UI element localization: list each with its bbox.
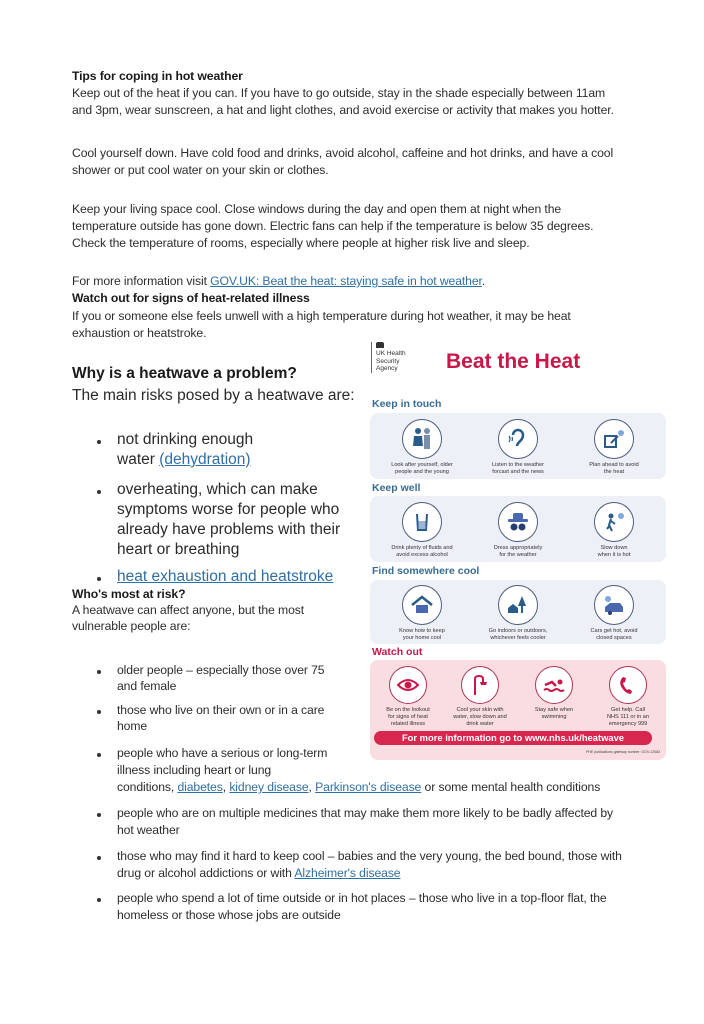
tip-text: Stay safe when (534, 707, 574, 713)
beat-the-heat-poster (362, 340, 668, 766)
tip-text: when it is hot (597, 552, 631, 558)
problem-b3 (117, 566, 333, 587)
tips-para2-line2: shower or put cool water on your skin or clothes. (72, 163, 329, 177)
tip-plan-ahead (566, 419, 662, 476)
risk-b5-prefix: drug or alcohol addictions or with (117, 866, 295, 880)
people-icon (402, 419, 442, 459)
tip-text: Plan ahead to avoid (589, 462, 639, 468)
risk-b3-line1: people who have a serious or long-term (117, 746, 328, 760)
risk-heading: Who's most at risk? (72, 587, 186, 601)
tip-text: NHS 111 or in an (606, 714, 650, 720)
more-info-suffix: . (481, 274, 486, 288)
bullet-dot (97, 898, 101, 902)
tip-text: whichever feels cooler (490, 635, 546, 641)
risk-b3-line3 (117, 779, 600, 796)
tip-text: Dress appropriately (493, 545, 543, 551)
separator: , (222, 780, 230, 794)
bullet-dot (97, 670, 101, 674)
tip-text: water, slow down and (453, 714, 507, 720)
problem-b2-line3: already have problems with their (117, 521, 341, 538)
tip-text: drink water (466, 721, 494, 727)
bullet-dot (97, 710, 101, 714)
tip-slow-down (566, 502, 662, 559)
risk-b6-line2: homeless or those whose jobs are outside (117, 908, 341, 922)
problem-b2-line1: overheating, which can make (117, 481, 318, 498)
tip-look-after (374, 419, 470, 476)
risk-b5-line2 (117, 865, 401, 882)
car-sun-icon (594, 585, 634, 625)
risk-b2-line1: those who live on their own or in a care (117, 703, 325, 717)
swimmer-icon (535, 666, 573, 704)
tip-text: Cars get hot, avoid (590, 628, 638, 634)
tip-text: Cool your skin with (456, 707, 504, 713)
tip-lookout (372, 666, 444, 728)
tip-text: forcast and the news (492, 469, 544, 475)
logo-line: Security (376, 357, 400, 365)
problem-b2-line4: heart or breathing (117, 541, 240, 558)
tip-text: Slow down (600, 545, 628, 551)
problem-heading: Why is a heatwave a problem? (72, 365, 297, 382)
walker-sun-icon (594, 502, 634, 542)
tip-text: people and the young (395, 469, 449, 475)
illness-heading: Watch out for signs of heat-related illness (72, 291, 310, 305)
tips-para3-line3: Check the temperature of rooms, especially where people at higher risk live and sleep. (72, 236, 530, 250)
tip-dress (470, 502, 566, 559)
tip-drink-fluids (374, 502, 470, 559)
parkinsons-disease-link[interactable]: Parkinson's disease (315, 780, 422, 794)
tip-text: for the weather (499, 552, 537, 558)
calendar-sun-icon (594, 419, 634, 459)
house-trees-icon (498, 585, 538, 625)
tip-text: for signs of heat (388, 714, 428, 720)
tips-heading: Tips for coping in hot weather (72, 69, 243, 83)
dehydration-link[interactable]: (dehydration) (159, 451, 251, 468)
risk-b1-line1: older people – especially those over 75 (117, 663, 325, 677)
tips-para1-line1: Keep out of the heat if you can. If you have to go outside, stay in the shade especially between 11am (72, 86, 606, 100)
tip-text: Be on the lookout (386, 707, 430, 713)
tip-cars-hot (566, 585, 662, 642)
risk-b4-line1: people who are on multiple medicines that may make them more likely to be badly affected by (117, 806, 614, 820)
ukhsa-logo (371, 342, 406, 373)
panel-find-somewhere-cool (370, 580, 666, 644)
tip-text: Drink plenty of fluids and (391, 545, 453, 551)
more-info-line (72, 273, 485, 290)
tip-indoors-outdoors (470, 585, 566, 642)
section-title-keep-well: Keep well (372, 482, 421, 494)
risk-b3-prefix: conditions, (117, 780, 178, 794)
risk-b1-line2: and female (117, 679, 177, 693)
tip-listen (470, 419, 566, 476)
logo-line: Agency (376, 365, 398, 372)
tips-para2-line1: Cool yourself down. Have cold food and drinks, avoid alcohol, caffeine and hot drinks, and have a cool (72, 146, 614, 160)
separator: , (308, 780, 316, 794)
nhs-heatwave-banner[interactable]: For more information go to www.nhs.uk/heatwave (374, 731, 652, 745)
kidney-disease-link[interactable]: kidney disease (229, 780, 309, 794)
panel-watch-out (370, 660, 666, 760)
bullet-dot (97, 753, 101, 757)
tip-text: swimming (541, 714, 567, 720)
bullet-dot (97, 440, 101, 444)
problem-b1-prefix: water (117, 451, 160, 468)
panel-keep-well (370, 496, 666, 562)
house-icon (402, 585, 442, 625)
tip-swimming (518, 666, 590, 721)
tip-text: the heat (603, 469, 625, 475)
risk-b2-line2: home (117, 719, 148, 733)
risk-intro-line2: vulnerable people are: (72, 619, 191, 633)
tip-text: Know how to keep (399, 628, 445, 634)
glass-icon (402, 502, 442, 542)
illness-line1: If you or someone else feels unwell with a high temperature during hot weather, it may be heat (72, 309, 571, 323)
tips-para3-line2: temperature outside has gone down. Electric fans can help if the temperature is below 35 degrees. (72, 219, 594, 233)
tip-text: Listen to the weather (492, 462, 544, 468)
hat-glasses-icon (498, 502, 538, 542)
bullet-dot (97, 856, 101, 860)
tip-text: emergency 999 (608, 721, 648, 727)
tip-keep-home-cool (374, 585, 470, 642)
risk-b3-suffix: or some mental health conditions (421, 780, 601, 794)
diabetes-link[interactable]: diabetes (177, 780, 223, 794)
tip-text: Get help. Call (611, 707, 645, 713)
more-info-prefix: For more information visit (72, 274, 211, 288)
risk-b4-line2: hot weather (117, 823, 180, 837)
heat-exhaustion-link[interactable]: heat exhaustion and heatstroke (117, 568, 334, 585)
poster-title: Beat the Heat (446, 350, 581, 373)
tip-get-help (592, 666, 664, 728)
problem-b2-line2: symptoms worse for people who (117, 501, 340, 518)
tip-text: avoid excess alcohol (396, 552, 448, 558)
tip-text: closed spaces (596, 635, 632, 641)
bullet-dot (97, 490, 101, 494)
tips-para1-line2: and 3pm, wear sunscreen, a hat and light clothes, and avoid exercise or activity that makes you hotter. (72, 103, 614, 117)
shower-icon (461, 666, 499, 704)
section-title-watch-out: Watch out (372, 646, 423, 658)
bullet-dot (97, 813, 101, 817)
royal-crest-icon (376, 342, 384, 348)
problem-b1-line1: not drinking enough (117, 431, 254, 448)
tip-text: related illness (390, 721, 426, 727)
risk-b6-line1: people who spend a lot of time outside or in hot places – those who live in a top-floor flat, the (117, 891, 607, 905)
risk-b5-line1: those who may find it hard to keep cool – babies and the very young, the bed bound, those with (117, 849, 622, 863)
phone-icon (609, 666, 647, 704)
section-title-keep-in-touch: Keep in touch (372, 398, 442, 410)
section-title-find-somewhere-cool: Find somewhere cool (372, 565, 480, 577)
ear-icon (498, 419, 538, 459)
bullet-dot (97, 577, 101, 581)
tip-text: your home cool (402, 635, 442, 641)
risk-intro-line1: A heatwave can affect anyone, but the most (72, 603, 305, 617)
problem-b1-line2 (117, 449, 251, 470)
panel-keep-in-touch (370, 413, 666, 479)
poster-footnote: PHE publications gateway number: GOV-12083 (586, 750, 660, 754)
tips-para3-line1: Keep your living space cool. Close windows during the day and open them at night when the (72, 202, 562, 216)
gov-uk-beat-the-heat-link[interactable]: GOV.UK: Beat the heat: staying safe in hot weather (210, 274, 482, 288)
alzheimers-disease-link[interactable]: Alzheimer's disease (294, 866, 401, 880)
logo-line: UK Health (376, 350, 406, 357)
tip-text: Go indoors or outdoors, (488, 628, 548, 634)
illness-line2: exhaustion or heatstroke. (72, 326, 207, 340)
risk-b3-line2: illness including heart or lung (117, 763, 272, 777)
problem-intro: The main risks posed by a heatwave are: (72, 387, 355, 404)
tip-text: Look after yourself, older (391, 462, 453, 468)
tip-cool-skin (444, 666, 516, 728)
eye-icon (389, 666, 427, 704)
